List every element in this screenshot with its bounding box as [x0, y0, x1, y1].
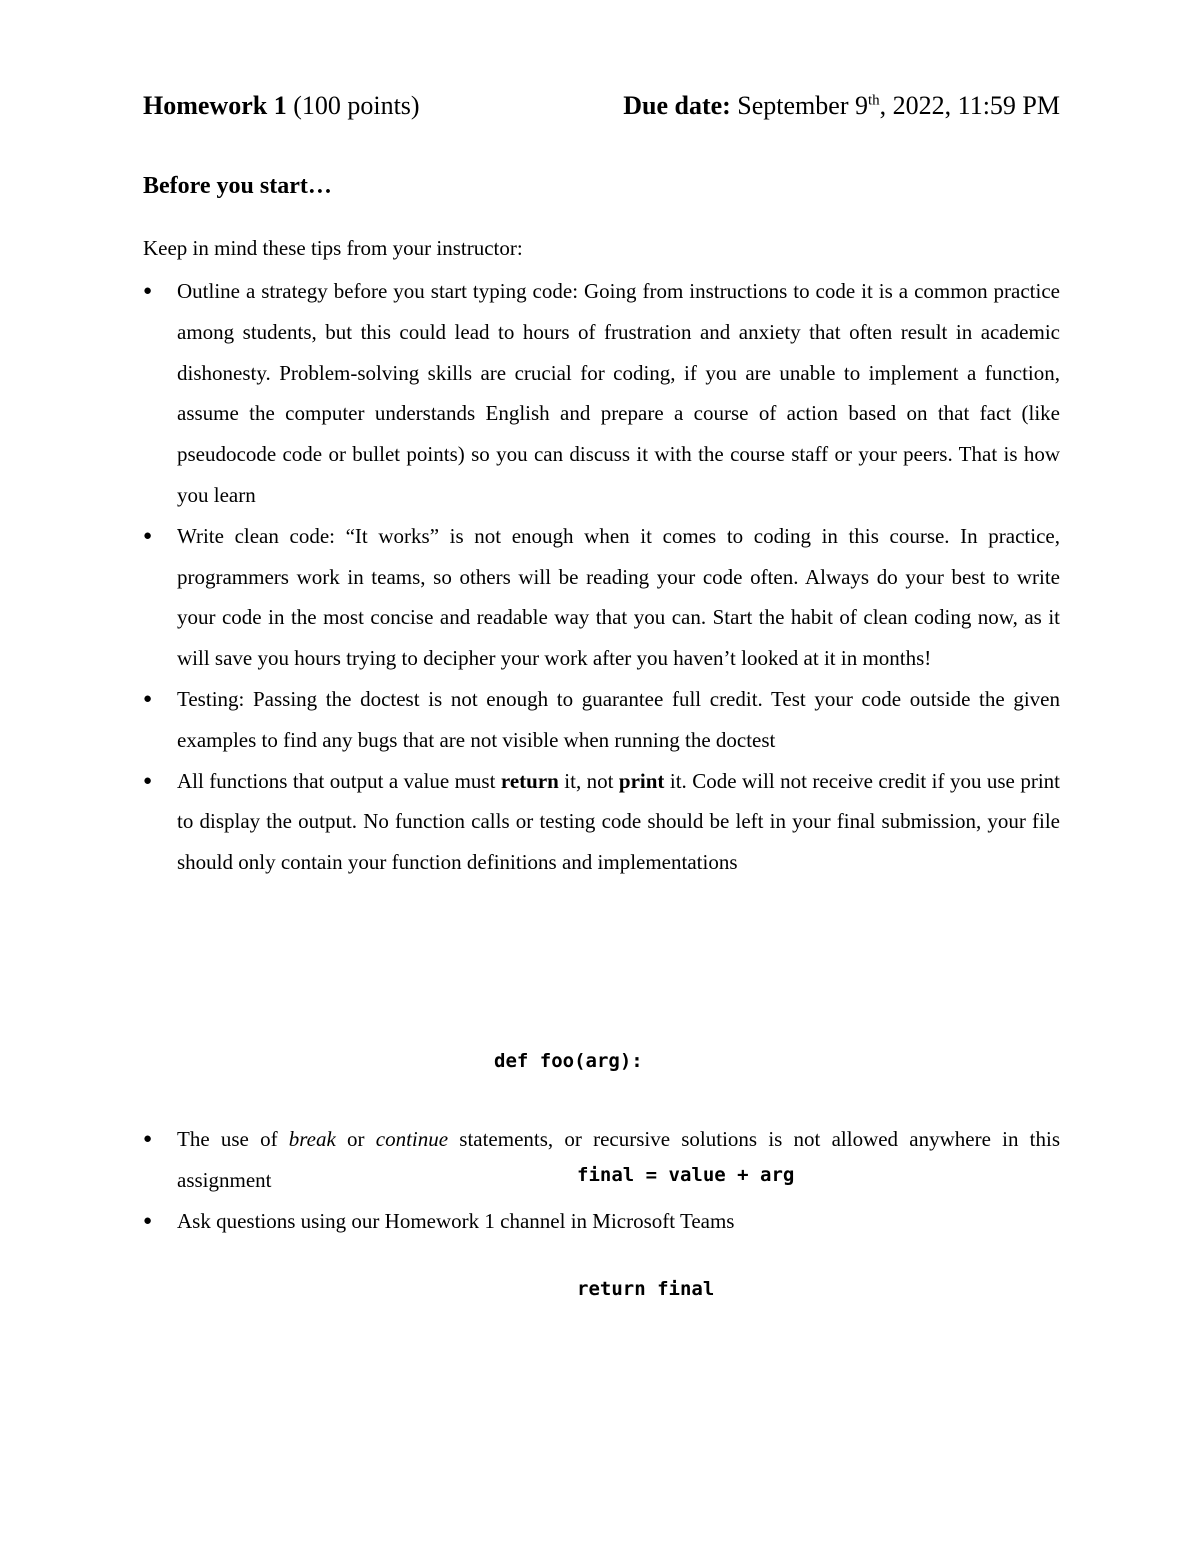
tip-return-text-1: All functions that output a value must [177, 768, 501, 793]
tip-strategy-text: Outline a strategy before you start typing code: Going from instructions to code it is a common practice among students, but this could lead to hours of frustration and anxiety that often result in academic dishonesty. Problem-solving skills are crucial for coding, if you are unable to implement a function, assume the computer understands English and prepare a course of action based on that fact (like pseudocode code or bullet points) so you can discuss it with the course staff or your peers. That is how you learn [177, 279, 1060, 507]
tip-no-break-text-3: statements, or recursive solutions is not allowed anywhere in this assignment [177, 1127, 1060, 1192]
tip-testing [143, 679, 1060, 761]
tip-return-keyword: return [500, 768, 559, 793]
tip-strategy [143, 271, 1060, 516]
due-date-ordinal-suffix: th [867, 92, 880, 109]
tip-clean-code-text: Write clean code: “It works” is not enough when it comes to coding in this course. In practice, programmers work in teams, so others will be reading your code often. Always do your best to write your code in the most concise and readable way that you can. Start the habit of clean coding now, as it will save you hours trying to decipher your work after you haven’t looked at it in months! [177, 523, 1060, 671]
bullet-icon: ● [143, 1131, 153, 1147]
intro-text: Keep in mind these tips from your instructor: [143, 236, 523, 260]
tip-ask-questions [143, 1201, 1060, 1242]
due-date-year-time: , 2022, 11:59 PM [879, 91, 1060, 120]
tip-ask-questions-text: Ask questions using our Homework 1 channel in Microsoft Teams [177, 1208, 735, 1233]
tip-clean-code [143, 516, 1060, 679]
tip-no-break-continue [143, 1119, 1060, 1201]
bullet-icon: ● [143, 283, 153, 299]
tip-return-not-print [143, 761, 1060, 883]
tip-testing-text: Testing: Passing the doctest is not enough to guarantee full credit. Test your code outside the given examples to find any bugs that are not visible when running the doctest [177, 686, 1060, 752]
tip-continue-keyword: continue [375, 1127, 449, 1151]
tip-return-text-3: it. Code will not receive credit if you use print to display the output. No function calls or testing code should be left in your final submission, your file should only contain your function definitions and implementations [177, 768, 1060, 875]
tips-list [143, 271, 1060, 883]
homework-title [143, 86, 420, 126]
section-title: Before you start… [143, 173, 332, 199]
due-date-month-day: September 9 [737, 91, 868, 120]
tip-return-text-2: it, not [558, 768, 619, 793]
bullet-icon: ● [143, 690, 153, 707]
tip-no-break-text-2: or [335, 1127, 376, 1151]
bullet-icon: ● [143, 527, 153, 544]
code-line-return: return final [577, 1278, 715, 1300]
bullet-icon: ● [143, 772, 153, 789]
document-header [143, 86, 1060, 126]
code-line-assignment: final = value + arg [577, 1164, 795, 1186]
due-date-label: Due date: [623, 91, 731, 120]
tips-list-continued [143, 1119, 1060, 1241]
due-date [623, 86, 1060, 126]
homework-label: Homework 1 [143, 91, 287, 120]
tip-break-keyword: break [288, 1127, 336, 1151]
homework-points: (100 points) [293, 91, 420, 120]
tip-no-break-text-1: The use of [177, 1127, 289, 1151]
code-line-def: def foo(arg): [494, 1050, 643, 1072]
tip-print-keyword: print [618, 768, 665, 793]
bullet-icon: ● [143, 1212, 153, 1229]
